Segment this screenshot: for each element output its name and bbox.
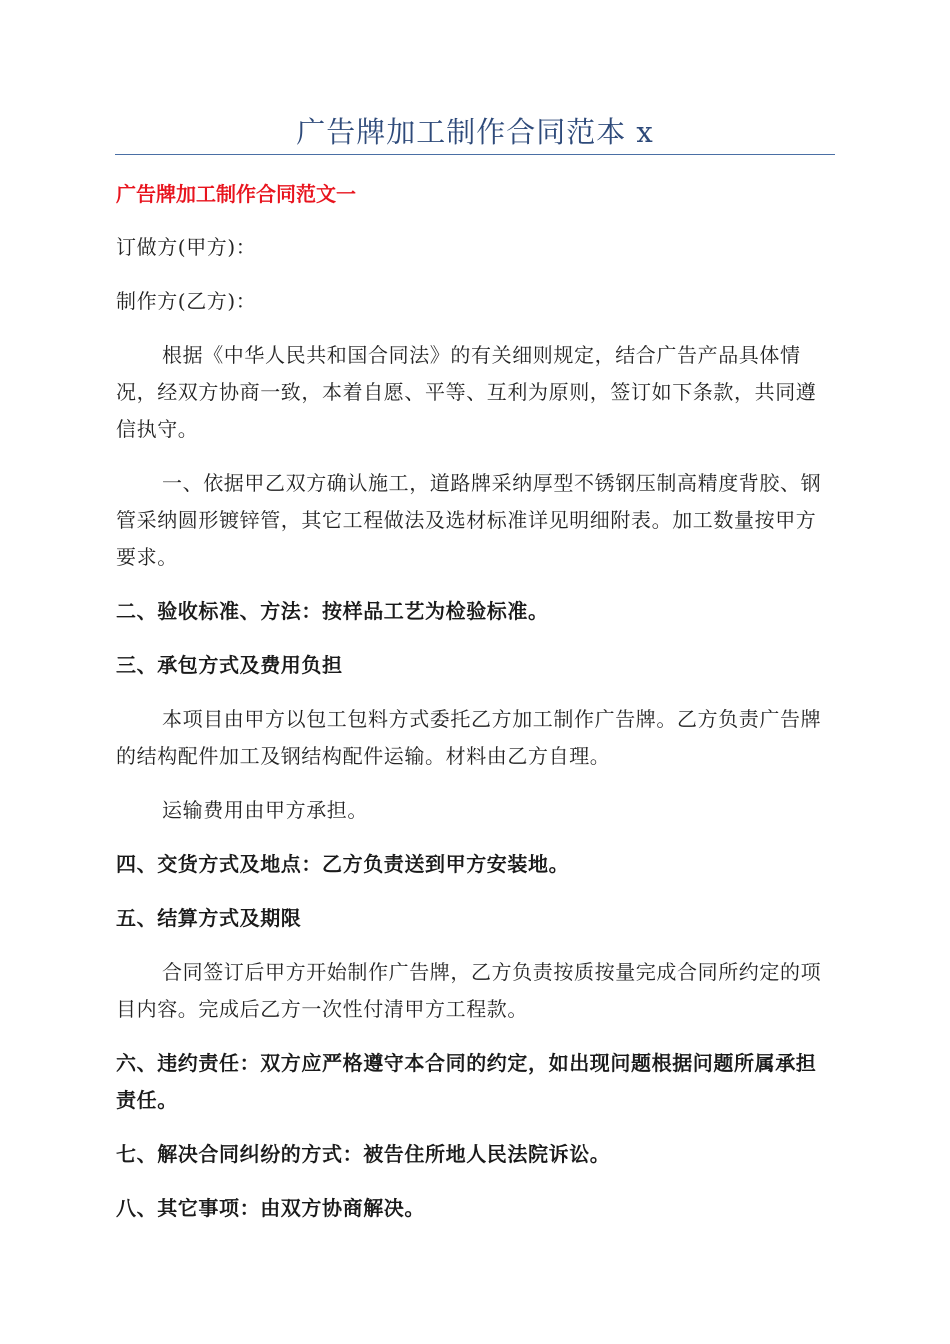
clause-3-heading: 三、承包方式及费用负担 — [116, 653, 343, 677]
paragraph-maker: 制作方(乙方)： — [116, 289, 257, 313]
clause-3-body: 本项目由甲方以包工包料方式委托乙方加工制作广告牌。乙方负责广告牌的结构配件加工及钢结构配件运输。材料由乙方自理。 — [116, 707, 822, 768]
document-body — [116, 176, 834, 1244]
clause-5-heading: 五、结算方式及期限 — [116, 906, 302, 930]
clause-8: 八、其它事项：由双方协商解决。 — [116, 1196, 425, 1220]
clause-4: 四、交货方式及地点：乙方负责送到甲方安装地。 — [116, 852, 570, 876]
clause-6: 六、违约责任：双方应严格遵守本合同的约定，如出现问题根据问题所属承担责任。 — [116, 1051, 817, 1112]
clause-1: 一、依据甲乙双方确认施工，道路牌采纳厚型不锈钢压制高精度背胶、钢管采纳圆形镀锌管，其它工程做法及选材标准详见明细附表。加工数量按甲方要求。 — [116, 471, 822, 569]
clause-5-body: 合同签订后甲方开始制作广告牌，乙方负责按质按量完成合同所约定的项目内容。完成后乙方一次性付清甲方工程款。 — [116, 960, 822, 1021]
clause-7: 七、解决合同纠纷的方式：被告住所地人民法院诉讼。 — [116, 1142, 611, 1166]
clause-2: 二、验收标准、方法：按样品工艺为检验标准。 — [116, 599, 549, 623]
paragraph-client: 订做方(甲方)： — [116, 235, 257, 259]
section-heading: 广告牌加工制作合同范文一 — [116, 182, 356, 206]
title-divider — [115, 154, 835, 155]
document-title: 广告牌加工制作合同范本 x — [296, 115, 654, 149]
paragraph-preamble: 根据《中华人民共和国合同法》的有关细则规定，结合广告产品具体情况，经双方协商一致，本着自愿、平等、互利为原则，签订如下条款，共同遵信执守。 — [116, 343, 817, 441]
clause-3-transport: 运输费用由甲方承担。 — [162, 798, 368, 822]
